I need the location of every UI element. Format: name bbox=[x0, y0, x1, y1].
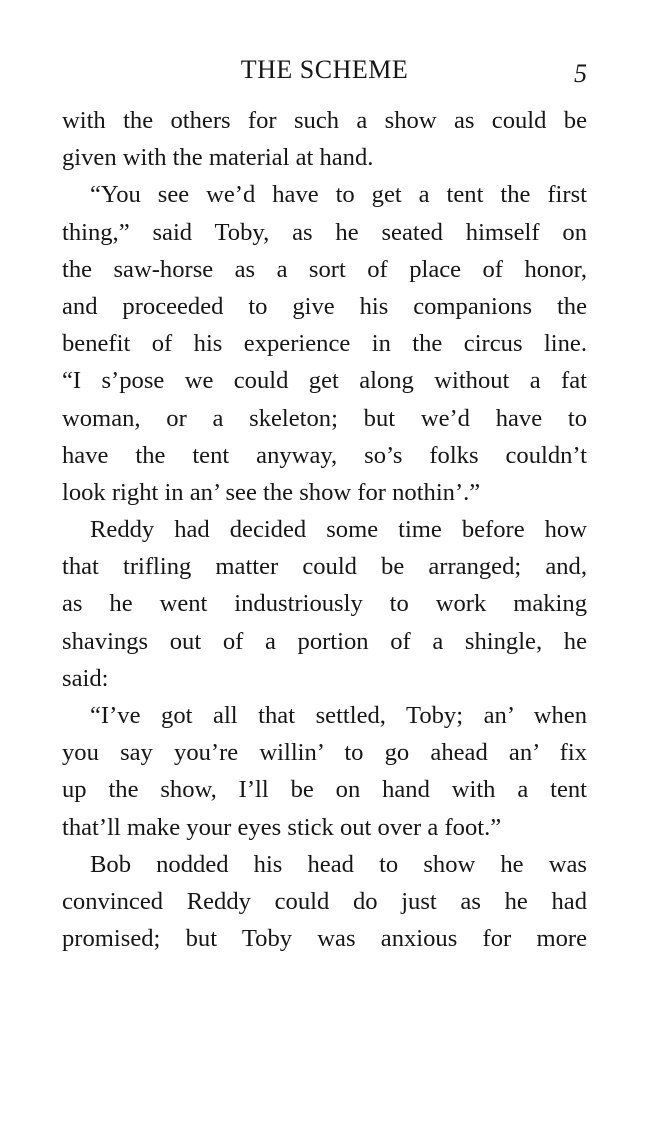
text-line: said: bbox=[62, 664, 109, 692]
text-line: Reddy had decided some time before how bbox=[90, 516, 587, 544]
text-line: promised; but Toby was anxious for more bbox=[62, 925, 587, 953]
text-line: convinced Reddy could do just as he had bbox=[62, 887, 587, 915]
text-line: with the others for such a show as could be bbox=[62, 107, 587, 134]
text-line: given with the material at hand. bbox=[62, 144, 374, 172]
text-line: up the show, I’ll be on hand with a tent bbox=[62, 776, 587, 804]
text-line: that trifling matter could be arranged; and, bbox=[62, 553, 587, 581]
text-line: Bob nodded his head to show he was bbox=[90, 850, 587, 878]
text-line: thing,” said Toby, as he seated himself on bbox=[62, 218, 587, 246]
text-line: that’ll make your eyes stick out over a foot.” bbox=[62, 813, 502, 841]
text-line: have the tent anyway, so’s folks couldn’t bbox=[62, 441, 587, 469]
chapter-title: THE SCHEME bbox=[240, 55, 409, 84]
text-line: and proceeded to give his companions the bbox=[62, 292, 587, 320]
body-text bbox=[62, 102, 587, 957]
text-line: you say you’re willin’ to go ahead an’ fix bbox=[62, 739, 587, 767]
text-line: as he went industriously to work making bbox=[62, 590, 587, 618]
text-line: woman, or a skeleton; but we’d have to bbox=[62, 404, 587, 432]
text-line: benefit of his experience in the circus line. bbox=[62, 330, 587, 358]
text-line: “You see we’d have to get a tent the first bbox=[90, 181, 587, 209]
text-line: shavings out of a portion of a shingle, he bbox=[62, 627, 587, 655]
text-line: “I s’pose we could get along without a fat bbox=[62, 367, 587, 395]
page-number: 5 bbox=[574, 59, 587, 88]
running-head bbox=[62, 52, 587, 92]
text-line: “I’ve got all that settled, Toby; an’ when bbox=[90, 702, 587, 729]
text-line: look right in an’ see the show for nothin’.” bbox=[62, 478, 481, 506]
text-line: the saw-horse as a sort of place of honor, bbox=[62, 255, 587, 283]
